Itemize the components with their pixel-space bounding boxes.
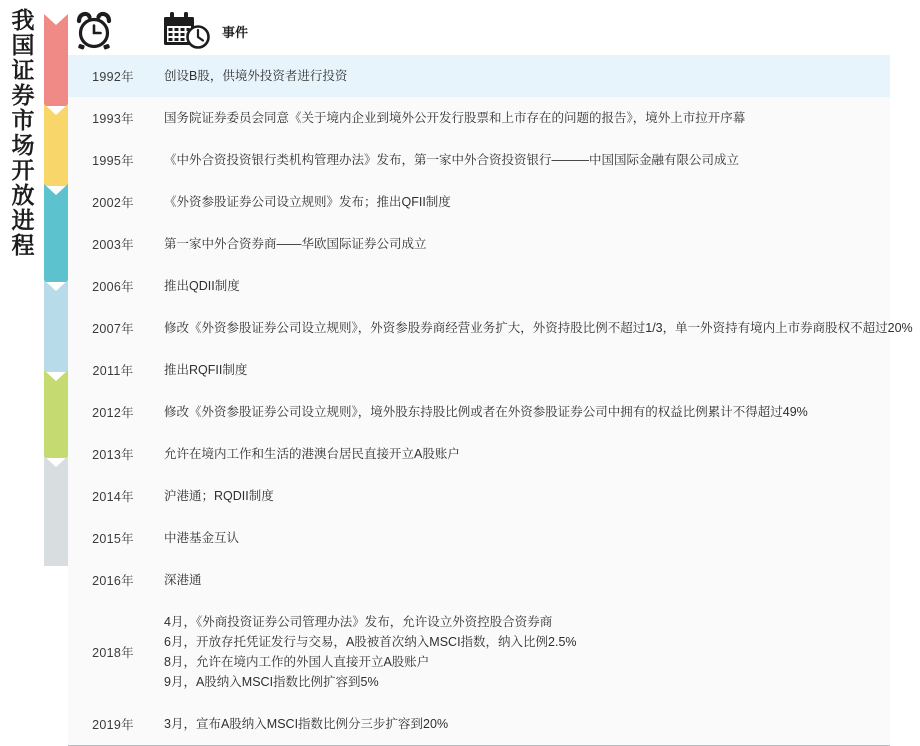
row-event-line: 修改《外资参股证券公司设立规则》，境外股东持股比例或者在外资参股证券公司中拥有的权益比例累计不得超过49% [164, 405, 808, 419]
table-row[interactable] [68, 601, 890, 703]
page-title-char: 场 [11, 132, 35, 158]
page-title-char: 证 [11, 57, 35, 83]
row-event-line: 沪港通；RQDII制度 [164, 489, 274, 503]
row-event [164, 433, 884, 475]
row-year: 1993年 [92, 112, 134, 126]
row-event [164, 559, 884, 601]
table-row[interactable] [68, 139, 890, 181]
row-event [164, 703, 884, 745]
timeline-ribbon-left [44, 0, 68, 578]
row-event-line: 4月，《外商投资证券公司管理办法》发布，允许设立外资控股合资券商 [164, 615, 553, 629]
row-year: 2013年 [92, 448, 134, 462]
calendar-clock-icon [162, 12, 214, 50]
table-row[interactable] [68, 307, 913, 349]
table-row[interactable] [68, 433, 890, 475]
row-year: 2012年 [92, 406, 134, 420]
page-title [6, 8, 40, 270]
table-row[interactable] [68, 55, 890, 97]
table-row[interactable] [68, 703, 890, 745]
row-event-line: 8月，允许在境内工作的外国人直接开立A股账户 [164, 655, 430, 669]
table-row[interactable] [68, 349, 890, 391]
row-event [164, 391, 884, 433]
row-event [164, 223, 884, 265]
row-event [164, 601, 884, 703]
page-title-char: 券 [11, 82, 35, 108]
row-event [164, 307, 913, 349]
row-event [164, 517, 884, 559]
row-year: 2011年 [92, 364, 134, 378]
row-event-line: 深港通 [164, 573, 202, 587]
page-title-char: 程 [11, 232, 35, 258]
row-event-line: 推出QDII制度 [164, 279, 240, 293]
row-year: 2007年 [92, 322, 134, 336]
table-row[interactable] [68, 223, 890, 265]
table-row[interactable] [68, 181, 890, 223]
row-year: 2006年 [92, 280, 134, 294]
row-event-line: 国务院证券委员会同意《关于境内企业到境外公开发行股票和上市存在的问题的报告》，境外上市拉开序幕 [164, 111, 746, 125]
ribbon-segment-teal [44, 184, 68, 282]
timeline-table [68, 0, 913, 732]
row-event-line: 《中外合资投资银行类机构管理办法》发布，第一家中外合资投资银行———中国国际金融有限公司成立 [164, 153, 740, 167]
table-row[interactable] [68, 517, 890, 559]
row-year: 2018年 [92, 646, 134, 660]
row-event-line: 推出RQFII制度 [164, 363, 248, 377]
row-year: 2002年 [92, 196, 134, 210]
row-event-line: 《外资参股证券公司设立规则》发布；推出QFII制度 [164, 195, 451, 209]
row-event [164, 55, 884, 97]
row-year: 1995年 [92, 154, 134, 168]
table-row[interactable] [68, 391, 890, 433]
page-title-char: 放 [11, 182, 35, 208]
row-event-line: 6月，开放存托凭证发行与交易，A股被首次纳入MSCI指数，纳入比例2.5% [164, 635, 577, 649]
ribbon-segment-yellow [44, 104, 68, 186]
row-event [164, 139, 884, 181]
row-event-line: 创设B股，供境外投资者进行投资 [164, 69, 348, 83]
page-title-char: 国 [11, 32, 35, 58]
table-row[interactable] [68, 559, 890, 601]
row-year: 2019年 [92, 718, 134, 732]
table-row[interactable] [68, 475, 890, 517]
row-event-line: 9月，A股纳入MSCI指数比例扩容到5% [164, 675, 379, 689]
page-title-char: 我 [11, 7, 35, 33]
ribbon-segment-light-blue [44, 280, 68, 372]
page-title-char: 开 [11, 157, 35, 183]
row-event [164, 475, 884, 517]
row-event-line: 3月，宣布A股纳入MSCI指数比例分三步扩容到20% [164, 717, 449, 731]
ribbon-segment-gray [44, 456, 68, 566]
row-year: 2003年 [92, 238, 134, 252]
row-year: 1992年 [92, 70, 134, 84]
ribbon-segment-yellow-green [44, 370, 68, 458]
row-event [164, 181, 884, 223]
row-event-line: 修改《外资参股证券公司设立规则》，外资参股券商经营业务扩大，外资持股比例不超过1/3，单一外资持有境内上市券商股权不超过20% [164, 321, 913, 335]
row-event [164, 265, 884, 307]
event-column-header-label: 事件 [222, 25, 249, 40]
row-year: 2015年 [92, 532, 134, 546]
row-year: 2014年 [92, 490, 134, 504]
row-event-line: 允许在境内工作和生活的港澳台居民直接开立A股账户 [164, 447, 460, 461]
page-title-char: 市 [11, 107, 35, 133]
ribbon-segment-red [44, 14, 68, 106]
row-event-line: 中港基金互认 [164, 531, 240, 545]
row-event [164, 97, 884, 139]
table-row[interactable] [68, 265, 890, 307]
row-event-line: 第一家中外合资券商——华欧国际证券公司成立 [164, 237, 427, 251]
row-event [164, 349, 884, 391]
table-row[interactable] [68, 97, 890, 139]
row-year: 2016年 [92, 574, 134, 588]
page-title-char: 进 [11, 207, 35, 233]
alarm-clock-icon [72, 10, 116, 50]
